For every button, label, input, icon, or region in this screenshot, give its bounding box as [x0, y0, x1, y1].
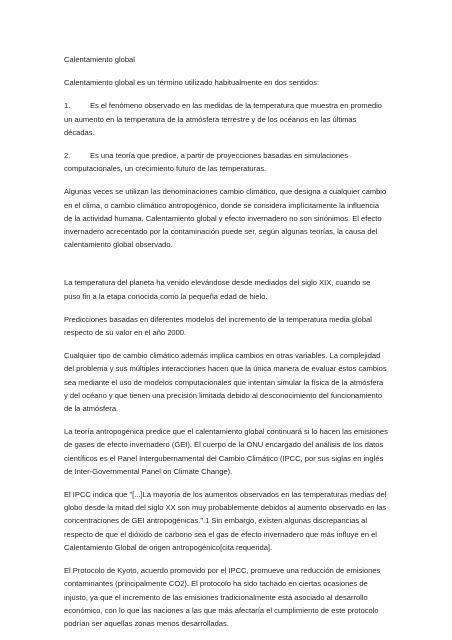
paragraph-models: Cualquier tipo de cambio climático además implica cambios en otras variables. La complejidad del problema y sus múltiples interacciones hacen que la única manera de evaluar estos cambios sea mediante el uso de modelos computacionales que intentan simular la física de la atmósfera y del océano y que tienen una precisión limitada debido al desconocimiento del funcionamiento de la atmósfera. [64, 351, 387, 414]
list-item-1 [64, 99, 388, 139]
list-item-2 [64, 149, 388, 175]
list-number-2: 2. [64, 151, 71, 161]
paragraph-ipcc: El IPCC indica que "[...]La mayoría de los aumentos observados en las temperaturas medias del globo desde la mitad del siglo XX son muy probablemente debidos al aumento observado en las concentraciones de GEI antropogénicas.".1 Sin embargo, existen algunas discrepancias al respecto de que el dióxido de carbono sea el gas de efecto invernadero que más influye en el Calentamiento Global de origen antropogénico[cita requerida]. [64, 490, 387, 552]
list-text-2: Es una teoría que predice, a partir de proyecciones basadas en simulaciones computacionales, un crecimiento futuro de las temperaturas. [64, 151, 349, 174]
paragraph-temperature-history: La temperatura del planeta ha venido elevándose desde mediados del siglo XIX, cuando se puso fin a la etapa conocida como la pequeña edad de hielo. [64, 278, 371, 301]
list-text-1: Es el fenómeno observado en las medidas de la temperatura que muestra en promedio un aumento en la temperatura de la atmósfera terrestre y de los océanos en las últimas décadas. [64, 101, 382, 137]
paragraph-climate-terms: Algunas veces se utilizan las denominaciones cambio climático, que designa a cualquier cambio en el clima, o cambio climático antropogénico, donde se considera implícitamente la influencia de la actividad humana. Calentamiento global y efecto invernadero no son sinónimos. El efecto invernadero acrecentado por la contaminación puede ser, según algunas teorías, la causa del calentamiento global observado. [64, 187, 387, 250]
paragraph-kyoto: El Protocolo de Kyoto, acuerdo promovido por el IPCC, promueve una reducción de emisiones contaminantes (principalmente CO2). El protocolo ha sido tachado en ciertas ocasiones de injusto, ya que el incremento de las emisiones tradicionalmente está asociado al desarrollo económico, con lo que las naciones a las que más afectaría el cumplimiento de este protocolo podrían ser aquellas zonas menos desarrolladas. [64, 566, 381, 628]
paragraph-predictions: Predicciones basadas en diferentes modelos del incremento de la temperatura media global respecto de su valor en el año 2000. [64, 314, 372, 338]
intro-paragraph: Calentamiento global es un término utilizado habitualmente en dos sentidos: [64, 78, 320, 88]
list-number-1: 1. [64, 101, 71, 111]
paragraph-anthropogenic-theory: La teoría antropogénica predice que el calentamiento global continuará si lo hacen las emisiones de gases de efecto invernadero (GEI). El cuerpo de la ONU encargado del análisis de los datos científicos es el Panel Intergubernamental del Cambio Climático (IPCC, por sus siglas en inglés de Inter-Governmental Panel on Climate Change). [64, 427, 388, 476]
paragraph-spacer [64, 261, 388, 276]
document-title: Calentamiento global [64, 55, 135, 64]
document-body [64, 53, 388, 640]
